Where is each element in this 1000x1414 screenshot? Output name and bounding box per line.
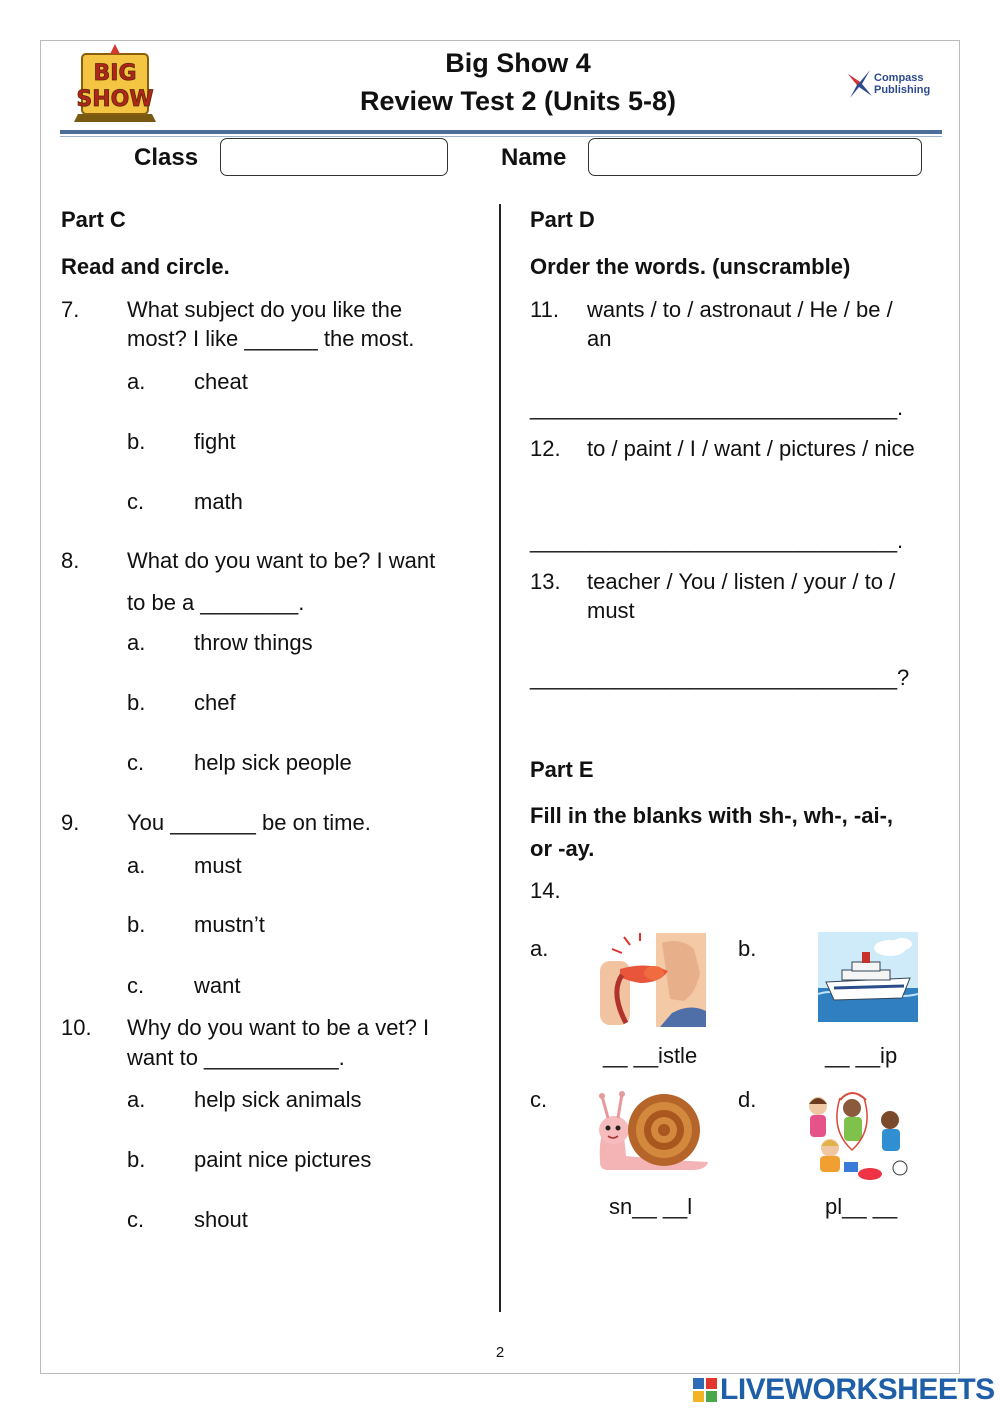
- part-e-instruction: or -ay.: [530, 836, 595, 861]
- question-number: 11.: [530, 297, 559, 322]
- answer-option[interactable]: paint nice pictures: [194, 1147, 372, 1172]
- question-number: 7.: [61, 297, 80, 322]
- answer-option[interactable]: want: [194, 973, 241, 998]
- option-letter: b.: [127, 429, 146, 454]
- scrambled-words: teacher / You / listen / your / to /: [587, 569, 896, 594]
- question-number: 14.: [530, 878, 561, 903]
- question-number: 10.: [61, 1015, 92, 1040]
- picture-letter: c.: [530, 1087, 548, 1112]
- answer-option[interactable]: help sick people: [194, 750, 352, 775]
- question-text: What do you want to be? I want: [127, 548, 436, 573]
- snail-picture: [596, 1090, 712, 1179]
- liveworksheets-icon: [692, 1377, 718, 1403]
- question-text: What subject do you like the: [127, 297, 403, 322]
- publisher-line2: Publishing: [874, 84, 931, 96]
- big-show-logo: [72, 44, 158, 124]
- phonics-blank[interactable]: __ __istle: [603, 1043, 698, 1068]
- picture-letter: b.: [738, 936, 757, 961]
- part-d-instruction: Order the words. (unscramble): [530, 254, 851, 279]
- question-number: 8.: [61, 548, 80, 573]
- option-letter: b.: [127, 912, 146, 937]
- option-letter: b.: [127, 1147, 146, 1172]
- question-text: want to ___________.: [127, 1045, 345, 1070]
- question-number: 13.: [530, 569, 561, 594]
- header-rule-thin: [60, 136, 942, 137]
- answer-line[interactable]: ______________________________?: [530, 665, 910, 690]
- part-e-instruction: Fill in the blanks with sh-, wh-, -ai-,: [530, 803, 894, 828]
- part-c-instruction: Read and circle.: [61, 254, 230, 279]
- publisher-name: [874, 72, 930, 96]
- phonics-blank[interactable]: __ __ip: [825, 1043, 898, 1068]
- liveworksheets-brand: [692, 1374, 995, 1406]
- logo-text-big: BIG: [93, 61, 137, 86]
- class-input[interactable]: [220, 138, 448, 176]
- answer-option[interactable]: throw things: [194, 630, 313, 655]
- picture-letter: a.: [530, 936, 549, 961]
- question-text: You _______ be on time.: [127, 810, 371, 835]
- worksheet-subtitle: Review Test 2 (Units 5-8): [359, 86, 677, 116]
- option-letter: c.: [127, 973, 145, 998]
- class-label: Class: [134, 144, 199, 171]
- option-letter: c.: [127, 750, 145, 775]
- ship-picture: [818, 932, 918, 1027]
- answer-option[interactable]: fight: [194, 429, 236, 454]
- page-number: 2: [495, 1344, 505, 1361]
- scrambled-words: to / paint / I / want / pictures / nice: [587, 436, 915, 461]
- phonics-blank[interactable]: sn__ __l: [609, 1194, 693, 1219]
- brand-name[interactable]: LIVEWORKSHEETS: [720, 1373, 995, 1406]
- option-letter: a.: [127, 853, 146, 878]
- phonics-blank[interactable]: pl__ __: [825, 1194, 898, 1219]
- whistle-picture: [600, 933, 706, 1032]
- answer-line[interactable]: ______________________________.: [530, 528, 904, 553]
- option-letter: b.: [127, 690, 146, 715]
- question-text: to be a ________.: [127, 590, 305, 615]
- scrambled-words: wants / to / astronaut / He / be /: [587, 297, 893, 322]
- answer-option[interactable]: help sick animals: [194, 1087, 362, 1112]
- answer-option[interactable]: chef: [194, 690, 236, 715]
- option-letter: a.: [127, 369, 146, 394]
- part-e-heading: Part E: [530, 757, 594, 782]
- answer-option[interactable]: mustn’t: [194, 912, 265, 937]
- picture-letter: d.: [738, 1087, 757, 1112]
- answer-option[interactable]: cheat: [194, 369, 248, 394]
- scrambled-words: must: [587, 598, 635, 623]
- name-label: Name: [501, 144, 567, 171]
- name-input[interactable]: [588, 138, 922, 176]
- option-letter: a.: [127, 1087, 146, 1112]
- publisher-line1: Compass: [874, 72, 924, 84]
- answer-option[interactable]: must: [194, 853, 242, 878]
- option-letter: c.: [127, 489, 145, 514]
- option-letter: a.: [127, 630, 146, 655]
- question-number: 12.: [530, 436, 561, 461]
- answer-line[interactable]: ______________________________.: [530, 395, 904, 420]
- children-playing-picture: [800, 1090, 918, 1187]
- answer-option[interactable]: math: [194, 489, 243, 514]
- question-text: Why do you want to be a vet? I: [127, 1015, 430, 1040]
- compass-star-icon: [846, 68, 874, 100]
- header-rule: [60, 130, 942, 134]
- question-number: 9.: [61, 810, 80, 835]
- part-c-heading: Part C: [61, 207, 126, 232]
- part-d-heading: Part D: [530, 207, 595, 232]
- question-text: most? I like ______ the most.: [127, 326, 415, 351]
- column-divider: [499, 204, 501, 1312]
- answer-option[interactable]: shout: [194, 1207, 248, 1232]
- scrambled-words: an: [587, 326, 612, 351]
- option-letter: c.: [127, 1207, 145, 1232]
- worksheet-title: Big Show 4: [445, 48, 591, 78]
- logo-text-show: SHOW: [76, 87, 154, 112]
